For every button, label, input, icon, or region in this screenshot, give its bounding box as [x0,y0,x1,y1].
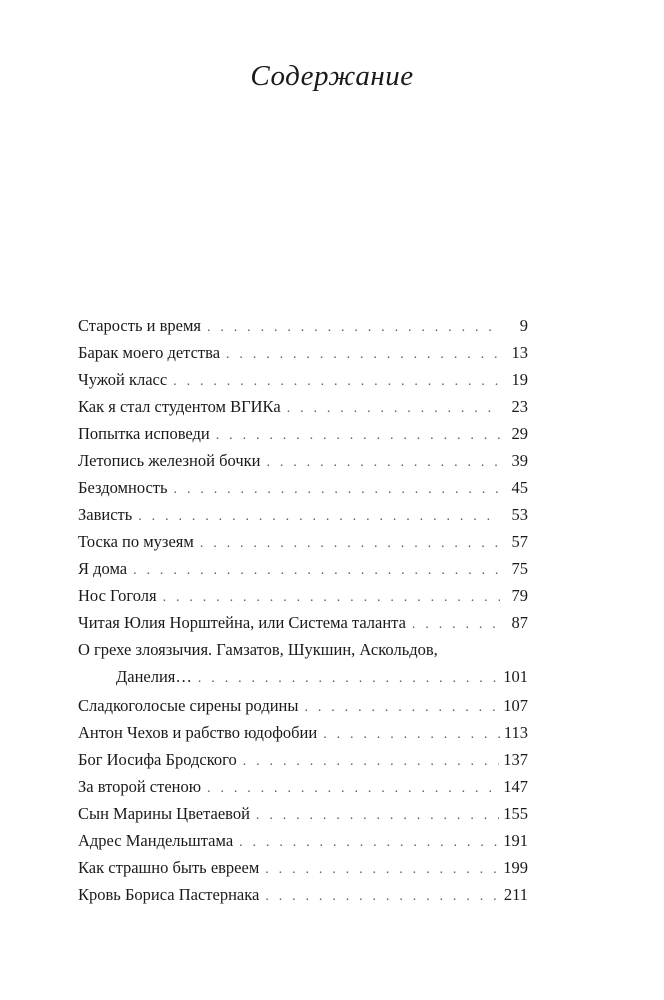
toc-entry-title: За второй стеною [78,777,202,796]
toc-entry[interactable] [78,339,528,366]
toc-entry-title: Тоска по музеям [78,532,194,551]
toc-page-number: 79 [511,586,528,605]
dot-leader [163,584,500,611]
toc-entry[interactable] [78,854,528,881]
toc-entry-title: Как страшно быть евреем [78,858,260,877]
toc-entry-title: Летопись железной бочки [78,451,261,470]
dot-leader [287,395,500,422]
toc-page-number: 113 [503,723,528,742]
toc-entry-title: Адрес Мандельштама [78,831,234,850]
dot-leader [323,721,500,748]
toc-page-number: 9 [519,316,528,335]
dot-leader [226,341,500,368]
page-title: Содержание [250,60,414,92]
toc-entry-continuation [78,663,528,692]
dot-leader [207,314,500,341]
toc-entry[interactable] [78,447,528,474]
toc-entry[interactable] [78,746,528,773]
toc-entry[interactable] [78,501,528,528]
dot-leader [243,748,500,775]
toc-page-number: 199 [503,858,528,877]
dot-leader [133,557,500,584]
dot-leader [138,503,500,530]
toc-entry[interactable] [78,312,528,339]
toc-entry[interactable] [78,692,528,719]
toc-entry-title: О грехе злоязычия. Гамзатов, Шукшин, Аскольдов, [78,640,438,659]
dot-leader [265,883,500,910]
toc-entry-title: Сладкоголосые сирены родины [78,696,299,715]
dot-leader [412,611,500,638]
toc-page-number: 155 [503,804,528,823]
toc-page-number: 107 [503,696,528,715]
toc-entry[interactable] [78,800,528,827]
toc-entry-title-continued: Данелия… [116,667,192,686]
dot-leader [173,368,500,395]
dot-leader [239,829,499,856]
toc-entry[interactable] [78,827,528,854]
toc-entry-title: Барак моего детства [78,343,221,362]
toc-page-number: 57 [511,532,528,551]
toc-page-number: 101 [503,667,528,686]
toc-page-number: 13 [511,343,528,362]
toc-entry-title: Старость и время [78,316,201,335]
toc-entry[interactable] [78,393,528,420]
toc-entry[interactable] [78,773,528,800]
toc-page-number: 29 [511,424,528,443]
toc-page-number: 53 [511,505,528,524]
toc-entry[interactable] [78,420,528,447]
toc-entry[interactable] [78,555,528,582]
toc-entry-title: Бездомность [78,478,168,497]
toc-entry-title: Читая Юлия Норштейна, или Система таланта [78,613,406,632]
toc-entry-title: Попытка исповеди [78,424,210,443]
toc-entry-title: Нос Гоголя [78,586,157,605]
toc-page-number: 19 [511,370,528,389]
toc-page-number: 87 [511,613,528,632]
dot-leader [265,856,499,883]
dot-leader [216,422,500,449]
toc-entry[interactable] [78,881,528,908]
toc-page-number: 137 [503,750,528,769]
toc-entry-title: Бог Иосифа Бродского [78,750,237,769]
dot-leader [304,694,499,721]
toc-page-number: 75 [511,559,528,578]
dot-leader [174,476,500,503]
toc-page-number: 147 [503,777,528,796]
toc-entry-title: Как я стал студентом ВГИКа [78,397,281,416]
toc-entry[interactable] [78,474,528,501]
toc-entry[interactable] [78,366,528,393]
dot-leader [198,665,499,692]
toc-entry-title: Сын Марины Цветаевой [78,804,250,823]
toc-page-number: 191 [503,831,528,850]
toc-entry[interactable] [78,636,528,692]
toc-entry-title: Антон Чехов и рабство юдофобии [78,723,318,742]
toc-entry[interactable] [78,609,528,636]
toc-page-number: 23 [511,397,528,416]
dot-leader [207,775,499,802]
toc-entry[interactable] [78,719,528,746]
toc-entry-title: Чужой класс [78,370,168,389]
toc-entry-title: Зависть [78,505,133,524]
dot-leader [256,802,499,829]
toc-entry-title: Я дома [78,559,128,578]
toc-entry-title: Кровь Бориса Пастернака [78,885,260,904]
dot-leader [266,449,500,476]
toc-page-number: 39 [511,451,528,470]
toc-page-number: 45 [511,478,528,497]
toc-entry[interactable] [78,582,528,609]
toc-page-number: 211 [503,885,528,904]
toc-entry[interactable] [78,528,528,555]
table-of-contents [78,312,528,908]
dot-leader [200,530,500,557]
